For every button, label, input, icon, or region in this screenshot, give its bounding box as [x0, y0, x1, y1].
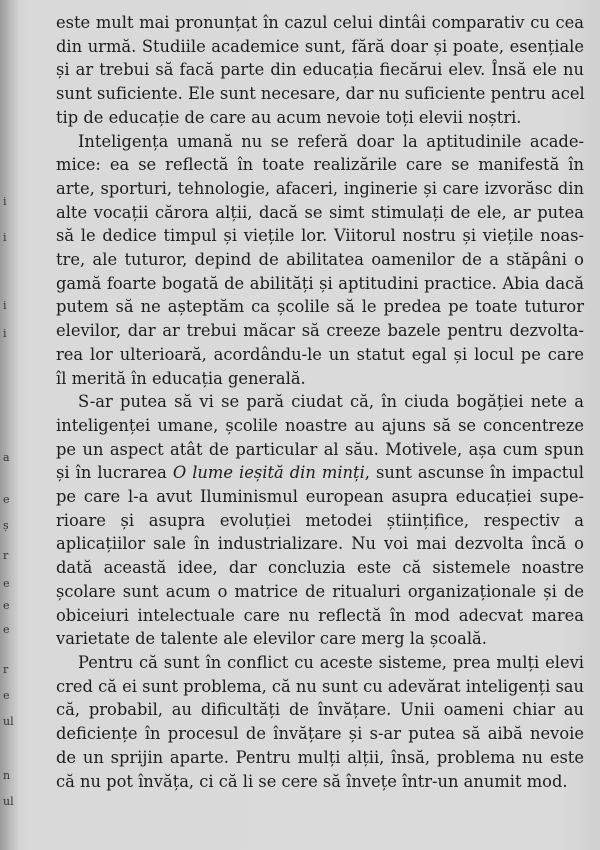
line-end: , sunt ascunse în impactul: [364, 463, 584, 483]
text-line: pe care l-a avut Iluminismul european asupra educației supe-: [56, 487, 584, 507]
text-line: obiceiuri intelectuale care nu reflectă în mod adecvat marea: [56, 605, 584, 625]
text-line: din urmă. Studiile academice sunt, fără doar și poate, esențiale: [56, 36, 584, 56]
text-line: sunt suficiente. Ele sunt necesare, dar nu suficiente pentru acel: [56, 84, 585, 104]
text-line: elevilor, dar ar trebui măcar să creeze bazele pentru dezvolta-: [56, 321, 584, 341]
paragraph-2: [56, 130, 584, 391]
gutter-letter: ș: [3, 519, 9, 532]
text-line: aplicațiilor sale în industrializare. Nu voi mai dezvolta încă o: [56, 534, 584, 554]
facing-page-gutter: [0, 0, 18, 850]
text-line: inteligenței umane, școlile noastre au ajuns să se concentreze: [56, 415, 584, 435]
paragraph-1: [56, 11, 584, 130]
text-line: tre, ale tuturor, depind de abilitatea oamenilor de a stăpâni o: [56, 250, 584, 270]
text-line: putem să ne așteptăm ca școlile să le predea pe toate tuturor: [56, 297, 584, 317]
gutter-letter: r: [3, 549, 9, 562]
gutter-letter: i: [3, 299, 7, 312]
gutter-letter: e: [3, 623, 10, 636]
gutter-letter: ul: [3, 795, 14, 808]
text-line: alte vocații cărora alții, dacă se simt stimulați de ele, ar putea: [56, 202, 584, 222]
text-line: S-ar putea să vi se pară ciudat că, în ciuda bogăției nete a: [78, 392, 584, 412]
text-line: arte, sporturi, tehnologie, afaceri, inginerie și care izvorăsc din: [56, 178, 584, 198]
paragraph-4: [56, 651, 584, 793]
gutter-letter: e: [3, 689, 10, 702]
text-line: și ar trebui să facă parte din educația fiecărui elev. Însă ele nu: [56, 60, 584, 80]
text-line: pe un aspect atât de particular al său. Motivele, așa cum spun: [56, 439, 584, 459]
gutter-letter: ul: [3, 715, 14, 728]
body-text: [56, 0, 584, 793]
text-line: varietate de talente ale elevilor care merg la școală.: [56, 629, 487, 649]
text-line: gamă foarte bogată de abilități și aptitudini practice. Abia dacă: [56, 273, 584, 293]
text-line: că nu pot învăța, ci că li se cere să învețe într-un anumit mod.: [56, 771, 568, 791]
text-line: de un sprijin aparte. Pentru mulți alții, însă, problema nu este: [56, 747, 584, 767]
gutter-letter: e: [3, 599, 10, 612]
text-line: mice: ea se reflectă în toate realizările care se manifestă în: [56, 155, 584, 175]
text-line: Inteligența umană nu se referă doar la aptitudinile acade-: [78, 131, 584, 151]
text-line: Pentru că sunt în conflict cu aceste sisteme, prea mulți elevi: [78, 652, 584, 672]
gutter-letter: i: [3, 195, 7, 208]
gutter-letter: a: [3, 451, 10, 464]
gutter-letter: i: [3, 327, 7, 340]
text-line: rea lor ulterioară, acordându-le un statut egal și locul pe care: [56, 344, 584, 364]
text-line: cred că ei sunt problema, că nu sunt cu adevărat inteligenți sau: [56, 676, 584, 696]
text-line-with-title: [56, 461, 584, 485]
gutter-letter: n: [3, 769, 11, 782]
gutter-letter: r: [3, 663, 9, 676]
text-line: este mult mai pronunțat în cazul celui dintâi comparativ cu cea: [56, 13, 584, 32]
text-line: dată această idee, dar concluzia este că sistemele noastre: [56, 558, 584, 578]
gutter-letter: e: [3, 493, 10, 506]
gutter-letter: e: [3, 577, 10, 590]
text-line: rioare și asupra evoluției metodei științifice, respectiv a: [56, 510, 584, 530]
text-line: deficiențe în procesul de învățare și s-ar putea să aibă nevoie: [56, 724, 584, 744]
line-start: și în lucrarea: [56, 463, 173, 483]
text-line: că, probabil, au dificultăți de învățare. Unii oameni chiar au: [56, 700, 584, 720]
paragraph-3: [56, 390, 584, 651]
text-line: tip de educație de care au acum nevoie toți elevii noștri.: [56, 107, 522, 127]
text-line: îl merită în educația generală.: [56, 368, 306, 388]
text-line: școlare sunt acum o matrice de ritualuri organizaționale și de: [56, 581, 584, 601]
text-line: să le dedice timpul și viețile lor. Viitorul nostru și viețile noas-: [56, 226, 584, 246]
book-title: O lume ieșită din minți: [172, 463, 365, 483]
gutter-letter: i: [3, 231, 7, 244]
